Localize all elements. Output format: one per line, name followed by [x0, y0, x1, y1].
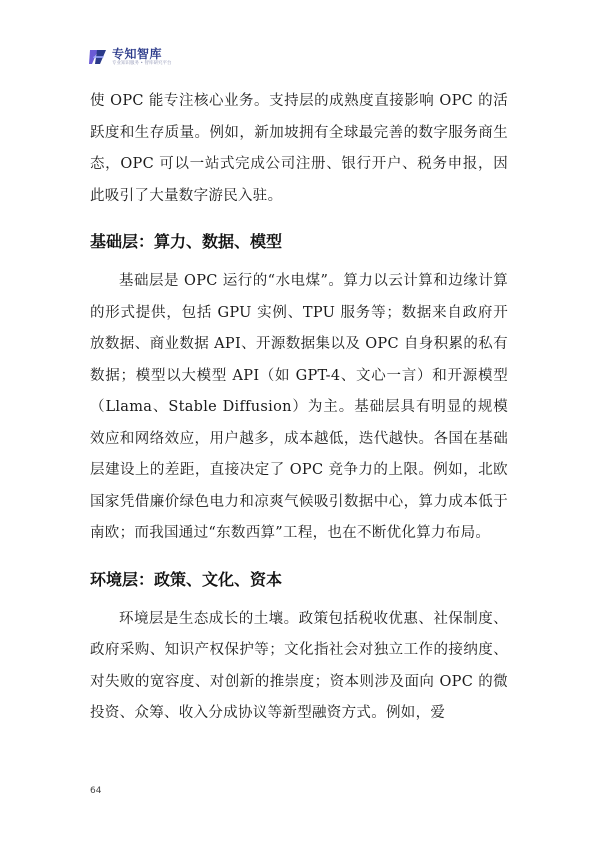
paragraph-base-layer: 基础层是 OPC 运行的“水电煤”。算力以云计算和边缘计算的形式提供，包括 GPU 实例、TPU 服务等；数据来自政府开放数据、商业数据 API、开源数据集以及 OPC 自身积累的私有数据；模型以大模型 API（如 GPT-4、文心一言）和开源模型（Llama、Stable Diffusion）为主。基础层具有明显的规模效应和网络效应，用户越多，成本越低，迭代越快。各国在基础层建设上的差距，直接决定了 OPC 竞争力的上限。例如，北欧国家凭借廉价绿色电力和凉爽气候吸引数据中心，算力成本低于南欧；而我国通过“东数西算”工程，也在不断优化算力布局。: [90, 273, 508, 541]
logo-text: [112, 48, 172, 67]
document-body: [90, 86, 508, 730]
logo-tagline: 专业知识服务 • 智库研究平台: [112, 60, 172, 66]
header-logo: [88, 47, 172, 67]
section-title-base-layer: 基础层：算力、数据、模型: [90, 232, 283, 251]
paragraph-support-layer: 使 OPC 能专注核心业务。支持层的成熟度直接影响 OPC 的活跃度和生存质量。例如，新加坡拥有全球最完善的数字服务商生态，OPC 可以一站式完成公司注册、银行开户、税务申报，因此吸引了大量数字游民入驻。: [90, 93, 508, 204]
zz-logo-icon: [88, 47, 108, 67]
paragraph-environment-layer: 环境层是生态成长的土壤。政策包括税收优惠、社保制度、政府采购、知识产权保护等；文化指社会对独立工作的接纳度、对失败的宽容度、对创新的推崇度；资本则涉及面向 OPC 的微投资、众筹、收入分成协议等新型融资方式。例如，爱: [90, 610, 508, 721]
section-title-environment-layer: 环境层：政策、文化、资本: [90, 569, 283, 589]
logo-name: 专知智库: [112, 46, 163, 61]
page-number: 64: [90, 786, 102, 796]
